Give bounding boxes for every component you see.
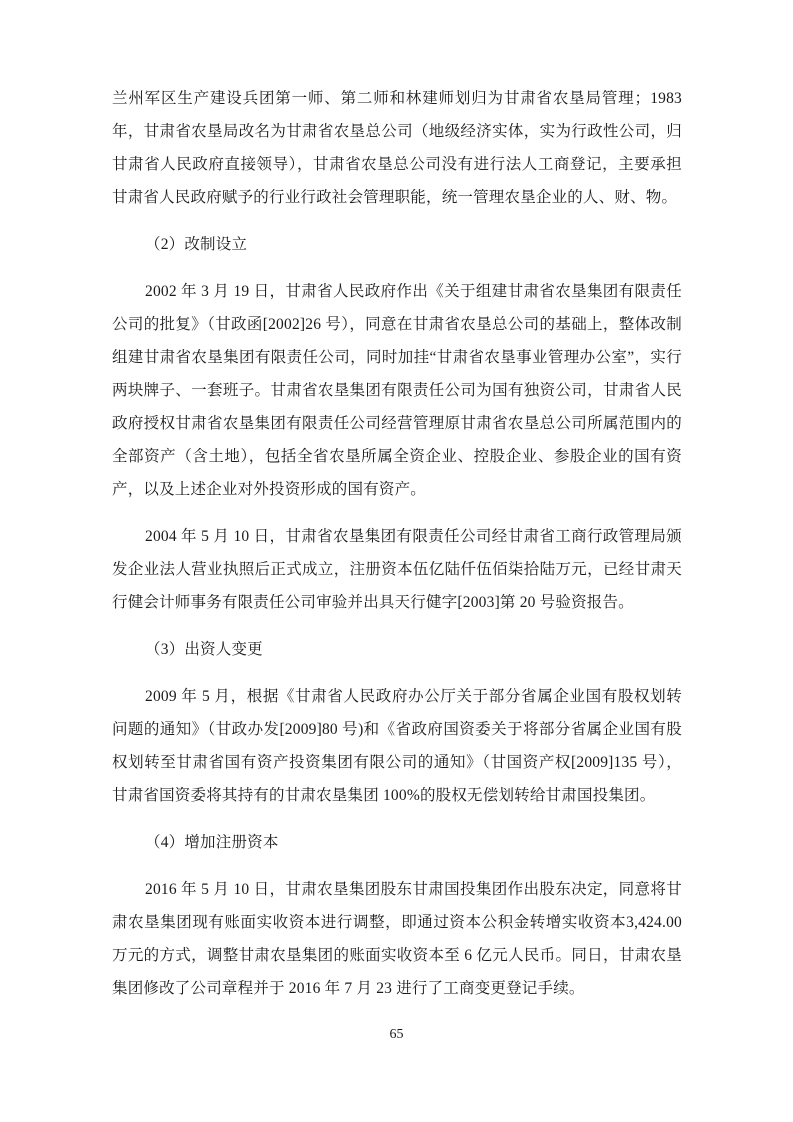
paragraph-heading: （4）增加注册资本 bbox=[145, 834, 279, 851]
paragraph: 2016 年 5 月 10 日，甘肃农垦集团股东甘肃国投集团作出股东决定，同意将甘肃农垦集团现有账面实收资本进行调整，即通过资本公积金转增实收资本3,424.00 万元的方式，调整甘肃农垦集团的账面实收资本至 6 亿元人民币。同日，甘肃农垦集团修改了公司章程并于 2016 年 7 月 23 进行了工商变更登记手续。 bbox=[112, 881, 682, 997]
page-body bbox=[112, 82, 682, 1005]
page-number: 65 bbox=[389, 1027, 404, 1042]
paragraph: 2004 年 5 月 10 日，甘肃省农垦集团有限责任公司经甘肃省工商行政管理局颁发企业法人营业执照后正式成立，注册资本伍亿陆仟伍佰柒拾陆万元，已经甘肃天行健会计师事务有限责任公司审验并出具天行健字[2003]第 20 号验资报告。 bbox=[112, 528, 682, 611]
paragraph: 2002 年 3 月 19 日，甘肃省人民政府作出《关于组建甘肃省农垦集团有限责任公司的批复》（甘政函[2002]26 号），同意在甘肃省农垦总公司的基础上，整体改制组建甘肃省农垦集团有限责任公司，同时加挂“甘肃省农垦事业管理办公室”，实行两块牌子、一套班子。甘肃省农垦集团有限责任公司为国有独资公司，甘肃省人民政府授权甘肃省农垦集团有限责任公司经营管理原甘肃省农垦总公司所属范围内的全部资产（含土地），包括全省农垦所属全资企业、控股企业、参股企业的国有资产，以及上述企业对外投资形成的国有资产。 bbox=[112, 283, 682, 498]
paragraph: 兰州军区生产建设兵团第一师、第二师和林建师划归为甘肃省农垦局管理；1983年，甘肃省农垦局改名为甘肃省农垦总公司（地级经济实体，实为行政性公司，归甘肃省人民政府直接领导），甘肃省农垦总公司没有进行法人工商登记，主要承担甘肃省人民政府赋予的行业行政社会管理职能，统一管理农垦企业的人、财、物。 bbox=[112, 90, 682, 206]
paragraph-heading: （2）改制设立 bbox=[145, 236, 248, 253]
paragraph: 2009 年 5 月，根据《甘肃省人民政府办公厅关于部分省属企业国有股权划转问题的通知》（甘政办发[2009]80 号)和《省政府国资委关于将部分省属企业国有股权划转至甘肃省国有资产投资集团有限公司的通知》（甘国资产权[2009]135 号），甘肃省国资委将其持有的甘肃农垦集团 100%的股权无偿划转给甘肃国投集团。 bbox=[112, 688, 682, 804]
paragraph-heading: （3）出资人变更 bbox=[145, 641, 263, 658]
